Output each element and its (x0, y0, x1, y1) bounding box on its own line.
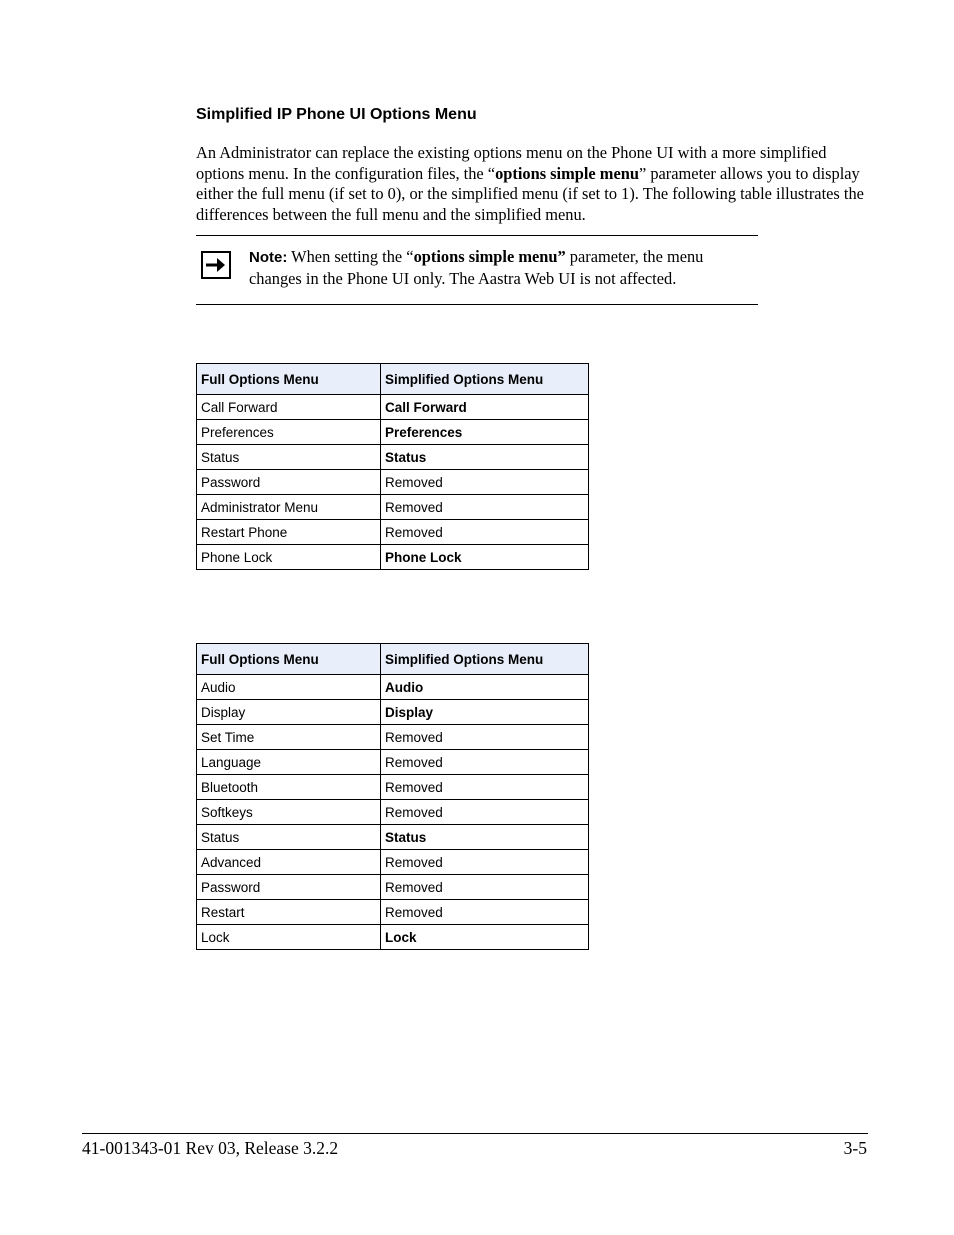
table-row (197, 925, 589, 950)
footer-divider (82, 1133, 868, 1134)
table-body (197, 675, 589, 950)
intro-text-2: ” parameter allows you to display either the full menu (if set to 0), or the simplified menu (if set to 1). The following table illustrates the differences between the full menu and the simplified menu. (196, 163, 864, 224)
table-row (197, 545, 589, 570)
full-menu-cell: Set Time (197, 725, 381, 750)
intro-parameter-name: options simple menu (495, 163, 639, 183)
full-menu-cell: Lock (197, 925, 381, 950)
section-title: Simplified IP Phone UI Options Menu (196, 106, 477, 123)
full-menu-cell: Softkeys (197, 800, 381, 825)
column-header-simplified-options: Simplified Options Menu (381, 644, 589, 675)
table-row (197, 825, 589, 850)
simplified-menu-cell: Removed (381, 900, 589, 925)
table-row (197, 520, 589, 545)
table-row (197, 875, 589, 900)
table-row (197, 725, 589, 750)
table-row (197, 495, 589, 520)
simplified-menu-cell: Removed (381, 495, 589, 520)
full-menu-cell: Password (197, 875, 381, 900)
note-text-2: parameter, the menu changes in the Phone UI only. The Aastra Web UI is not affected. (249, 247, 704, 288)
note-label: Note: (249, 249, 288, 266)
table-row (197, 420, 589, 445)
simplified-menu-cell: Phone Lock (381, 545, 589, 570)
simplified-menu-cell: Preferences (381, 420, 589, 445)
simplified-menu-cell: Display (381, 700, 589, 725)
simplified-menu-cell: Status (381, 445, 589, 470)
simplified-menu-cell: Removed (381, 725, 589, 750)
table-row (197, 470, 589, 495)
options-menu-table-2 (196, 643, 589, 950)
simplified-menu-cell: Status (381, 825, 589, 850)
table-row (197, 445, 589, 470)
simplified-menu-cell: Removed (381, 520, 589, 545)
column-header-simplified-options: Simplified Options Menu (381, 364, 589, 395)
column-header-full-options: Full Options Menu (197, 644, 381, 675)
table-row (197, 395, 589, 420)
table-row (197, 700, 589, 725)
footer-document-id: 41-001343-01 Rev 03, Release 3.2.2 (82, 1138, 339, 1158)
simplified-menu-cell: Removed (381, 775, 589, 800)
table-row (197, 775, 589, 800)
note-text-1: When setting the “ (287, 247, 414, 266)
options-menu-table-1 (196, 363, 589, 570)
full-menu-cell: Display (197, 700, 381, 725)
full-menu-cell: Status (197, 825, 381, 850)
note-top-divider (196, 235, 758, 236)
simplified-menu-cell: Audio (381, 675, 589, 700)
table-row (197, 750, 589, 775)
column-header-full-options: Full Options Menu (197, 364, 381, 395)
simplified-menu-cell: Removed (381, 875, 589, 900)
table-row (197, 800, 589, 825)
note-text (249, 246, 749, 289)
arrow-right-icon (201, 251, 231, 279)
simplified-menu-cell: Removed (381, 850, 589, 875)
full-menu-cell: Status (197, 445, 381, 470)
full-menu-cell: Bluetooth (197, 775, 381, 800)
table-header-row (197, 364, 589, 395)
full-menu-cell: Language (197, 750, 381, 775)
full-menu-cell: Call Forward (197, 395, 381, 420)
full-menu-cell: Administrator Menu (197, 495, 381, 520)
table-body (197, 395, 589, 570)
table-row (197, 675, 589, 700)
full-menu-cell: Preferences (197, 420, 381, 445)
table-header-row (197, 644, 589, 675)
full-menu-cell: Phone Lock (197, 545, 381, 570)
table-row (197, 850, 589, 875)
note-bottom-divider (196, 304, 758, 305)
full-menu-cell: Audio (197, 675, 381, 700)
simplified-menu-cell: Removed (381, 800, 589, 825)
simplified-menu-cell: Removed (381, 470, 589, 495)
intro-paragraph (196, 143, 868, 225)
full-menu-cell: Restart (197, 900, 381, 925)
full-menu-cell: Advanced (197, 850, 381, 875)
full-menu-cell: Password (197, 470, 381, 495)
table-row (197, 900, 589, 925)
intro-text-1: An Administrator can replace the existing options menu on the Phone UI with a more simplified options menu. In the configuration files, the “ (196, 143, 827, 183)
simplified-menu-cell: Removed (381, 750, 589, 775)
note-parameter-name: options simple menu” (413, 247, 566, 266)
simplified-menu-cell: Call Forward (381, 395, 589, 420)
footer-page-number: 3-5 (843, 1138, 867, 1158)
simplified-menu-cell: Lock (381, 925, 589, 950)
full-menu-cell: Restart Phone (197, 520, 381, 545)
